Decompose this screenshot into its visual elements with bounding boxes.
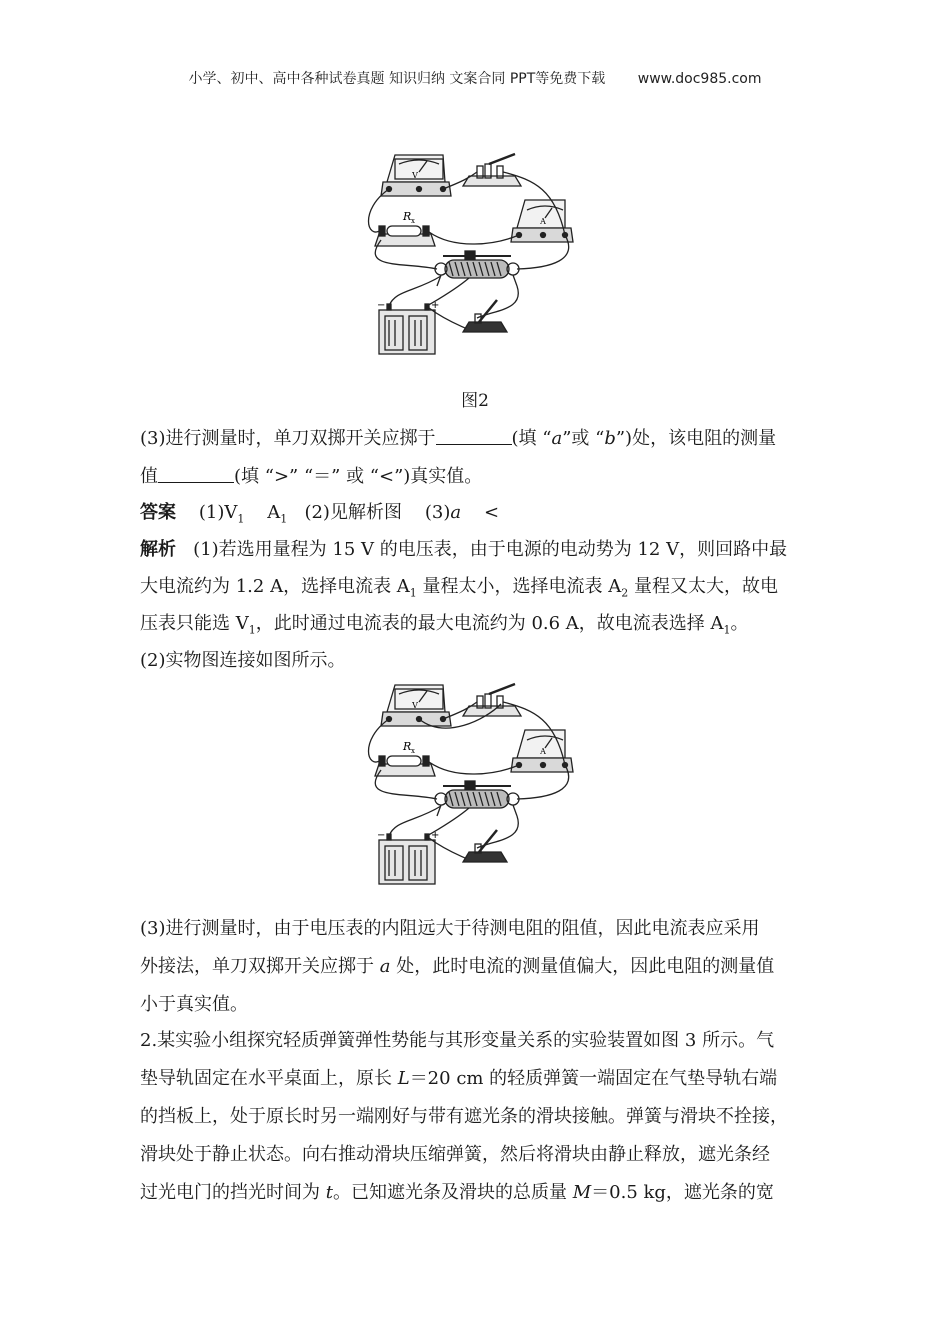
rheostat [435,251,519,286]
battery [379,304,435,354]
svg-text:−: − [377,830,386,841]
svg-text:−: − [377,300,386,311]
ammeter-label-2: A [540,747,546,756]
svg-text:+: + [431,830,440,841]
q2-line-5: 过光电门的挡光时间为 t。已知遮光条及滑块的总质量 M＝0.5 kg，遮光条的宽 [140,1182,774,1203]
q3-line-2: 值 (填 “>” “＝” 或 “<”)真实值。 [140,466,483,487]
answer-blank-1[interactable] [436,428,512,445]
resistor-subscript: x [411,217,415,225]
voltmeter-label-2: V [412,701,418,710]
resistor-label-2: R [403,740,412,753]
answer-blank-2[interactable] [158,466,234,483]
q2-line-1: 2.某实验小组探究轻质弹簧弹性势能与其形变量关系的实验装置如图 3 所示。气 [140,1030,775,1051]
svg-text:+: + [431,300,440,311]
ammeter-label: A [540,217,546,226]
resistor-rx [375,226,435,246]
voltmeter-label: V [412,171,418,180]
header-site: www.doc985.com [637,71,762,87]
analysis-line-1: 解析 (1)若选用量程为 15 V 的电压表，由于电源的电动势为 12 V，则回路中最 [140,539,788,560]
answer-line: 答案 $(1)V_1$ $A_1$ (2)见解析图 (3)a < [140,502,500,526]
analysis-line-6: 外接法，单刀双掷开关应掷于 a 处，此时电流的测量值偏大，因此电阻的测量值 [140,956,775,977]
analysis-line-7: 小于真实值。 [140,994,248,1015]
resistor-subscript-2: x [411,747,415,755]
switch-s [463,300,507,332]
circuit-figure-1 [365,150,585,360]
figure-caption: 图2 [461,391,489,411]
analysis-line-3: 压表只能选 $V_1$，此时通过电流表的最大电流约为 0.6 A，故电流表选择 $A_1$。 [140,613,749,637]
q2-line-4: 滑块处于静止状态。向右推动滑块压缩弹簧，然后将滑块由静止释放，遮光条经 [140,1144,770,1165]
header-text: 小学、初中、高中各种试卷真题 知识归纳 文案合同 PPT等免费下载 [188,71,606,87]
circuit-figure-2 [365,680,585,890]
analysis-line-2: 大电流约为 1.2 A，选择电流表 $A_1$ 量程太小，选择电流表 $A_2$ 量程又太大，故电 [140,576,778,600]
q3-line-1: (3)进行测量时，单刀双掷开关应掷于 (填 “a”或 “b”)处，该电阻的测量 [140,428,777,449]
page-header [0,68,950,88]
answer-label: 答案 [140,502,176,523]
q2-line-2: 垫导轨固定在水平桌面上，原长 L＝20 cm 的轻质弹簧一端固定在气垫导轨右端 [140,1068,778,1089]
double-throw-switch [463,154,521,186]
analysis-line-5: (3)进行测量时，由于电压表的内阻远大于待测电阻的阻值，因此电流表应采用 [140,918,760,939]
q2-line-3: 的挡板上，处于原长时另一端刚好与带有遮光条的滑块接触。弹簧与滑块不拴接， [140,1106,788,1127]
analysis-line-4: (2)实物图连接如图所示。 [140,650,346,671]
resistor-label: R [403,210,412,223]
analysis-label: 解析 [140,539,176,560]
